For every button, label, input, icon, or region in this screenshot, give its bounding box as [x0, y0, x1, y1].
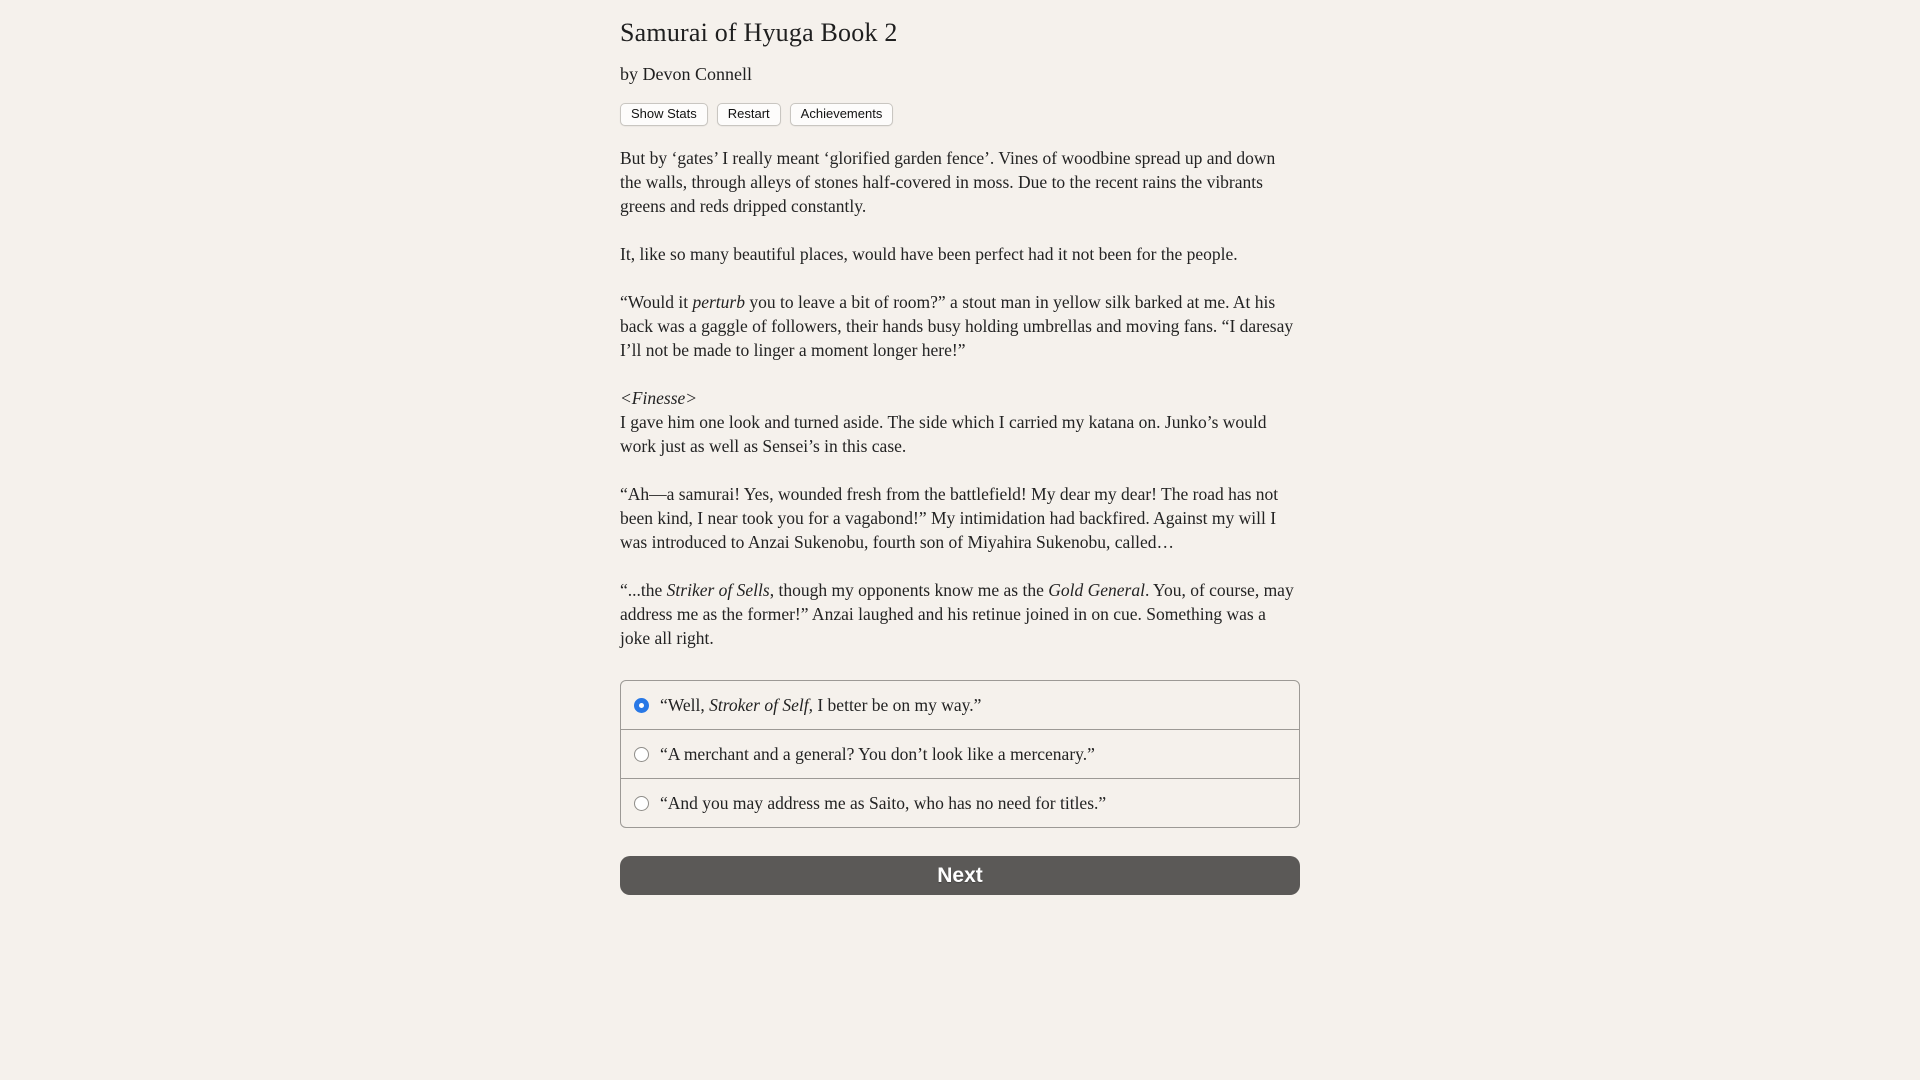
- story-paragraph: [620, 242, 1300, 266]
- restart-button[interactable]: Restart: [717, 103, 781, 126]
- game-title: Samurai of Hyuga Book 2: [620, 18, 898, 47]
- story-text-run: “A merchant and a general? You don’t look like a mercenary.”: [660, 744, 1095, 764]
- choice-list: [620, 680, 1300, 828]
- story-text-run: But by ‘gates’ I really meant ‘glorified garden fence’. Vines of woodbine spread up and down the walls, through alleys of stones half-covered in moss. Due to the recent rains the vibrants greens and reds dripped constantly.: [620, 148, 1276, 216]
- next-button[interactable]: Next: [620, 856, 1300, 895]
- story-text-run: It, like so many beautiful places, would have been perfect had it not been for the people.: [620, 244, 1238, 264]
- choice-label: [660, 791, 1106, 815]
- story-paragraph: [620, 146, 1300, 218]
- content-column: [620, 0, 1300, 895]
- story-text-run: “...the: [620, 580, 667, 600]
- story-text-run: I gave him one look and turned aside. The side which I carried my katana on. Junko’s would work just as well as Sensei’s in this case.: [620, 412, 1267, 456]
- story-text-italic: Striker of Sells: [666, 580, 770, 600]
- achievements-button[interactable]: Achievements: [790, 103, 894, 126]
- story-paragraph: [620, 482, 1300, 554]
- story-paragraph: [620, 386, 1300, 458]
- story-text-run: you to leave a bit of room?” a stout man in yellow silk barked at me. At his back was a gaggle of followers, their hands busy holding umbrellas and moving fans. “I daresay I’ll not be made to linger a moment longer here!”: [620, 292, 1294, 360]
- story-text-italic: perturb: [692, 292, 745, 312]
- choice-label: [660, 742, 1095, 766]
- story-text-run: . You, of course, may address me as the former!” Anzai laughed and his retinue joined in on cue. Something was a joke all right.: [620, 580, 1294, 648]
- story-paragraph: [620, 578, 1300, 650]
- story-text-italic: Stroker of Self,: [709, 695, 813, 715]
- toolbar: [620, 103, 1300, 126]
- story-text-italic: <Finesse>: [620, 388, 698, 408]
- choice-option[interactable]: [621, 729, 1299, 778]
- choice-option[interactable]: [621, 681, 1299, 729]
- story-text-run: I better be on my way.”: [812, 695, 982, 715]
- story-text-run: “And you may address me as Saito, who has no need for titles.”: [660, 793, 1107, 813]
- radio-unselected-icon[interactable]: [634, 796, 649, 811]
- game-author: by Devon Connell: [620, 64, 752, 84]
- choice-option[interactable]: [621, 778, 1299, 827]
- story-paragraph: [620, 290, 1300, 362]
- story-text-italic: Gold General: [1048, 580, 1145, 600]
- choice-label: [660, 693, 981, 717]
- show-stats-button[interactable]: Show Stats: [620, 103, 708, 126]
- story-text: [620, 146, 1300, 650]
- story-text-run: “Would it: [620, 292, 693, 312]
- radio-selected-icon[interactable]: [634, 698, 649, 713]
- story-text-run: “Ah—a samurai! Yes, wounded fresh from the battlefield! My dear my dear! The road has not been kind, I near took you for a vagabond!” My intimidation had backfired. Against my will I was introduced to Anzai Sukenobu, fourth son of Miyahira Sukenobu, called…: [620, 484, 1279, 552]
- story-text-run: “Well,: [660, 695, 710, 715]
- radio-unselected-icon[interactable]: [634, 747, 649, 762]
- story-text-run: , though my opponents know me as the: [769, 580, 1049, 600]
